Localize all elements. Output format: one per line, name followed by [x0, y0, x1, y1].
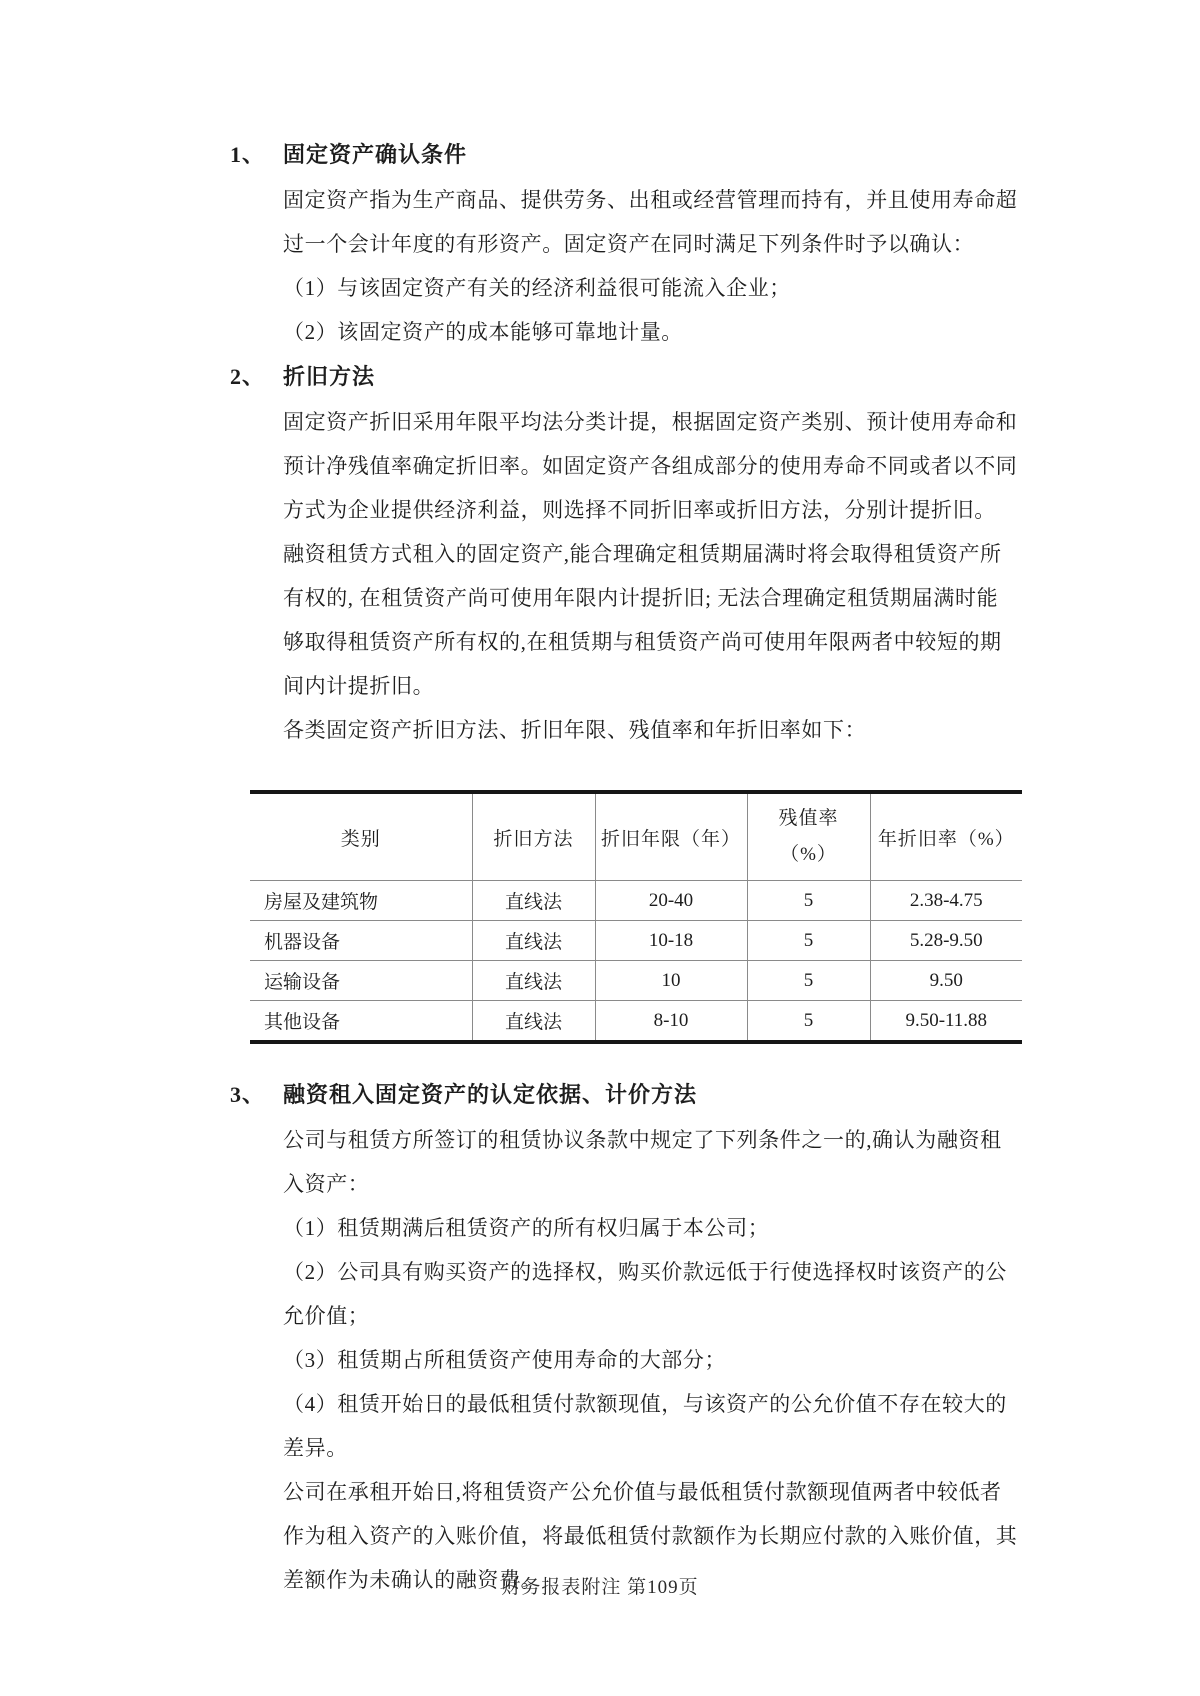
cell-residual: 5	[747, 961, 870, 1001]
section-1-number: 1、	[230, 142, 266, 167]
cell-method: 直线法	[472, 921, 595, 961]
text-line: 作为租入资产的入账价值，将最低租赁付款额作为长期应付款的入账价值，其	[283, 1524, 1018, 1548]
text-line: 过一个会计年度的有形资产。固定资产在同时满足下列条件时予以确认：	[283, 232, 975, 256]
header-category: 类别	[250, 792, 472, 881]
cell-category: 房屋及建筑物	[264, 892, 379, 913]
page-footer: 财务报表附注 第109页	[501, 1577, 699, 1598]
cell-method: 直线法	[472, 961, 595, 1001]
depreciation-table	[250, 790, 1022, 1044]
text-line: 固定资产折旧采用年限平均法分类计提，根据固定资产类别、预计使用寿命和	[283, 410, 1018, 434]
cell-years: 10-18	[595, 921, 747, 961]
section-depreciation-method	[230, 354, 1018, 752]
table-row	[250, 1001, 1022, 1043]
text-line: 差额作为未确认的融资费。	[283, 1568, 543, 1592]
cell-annual-rate: 5.28-9.50	[870, 921, 1022, 961]
cell-years: 10	[595, 961, 747, 1001]
section-2-heading	[230, 354, 1015, 400]
text-line: （2）公司具有购买资产的选择权，购买价款远低于行使选择权时该资产的公	[283, 1260, 1007, 1284]
text-line: （4）租赁开始日的最低租赁付款额现值，与该资产的公允价值不存在较大的	[283, 1392, 1007, 1416]
section-1-title: 固定资产确认条件	[283, 142, 468, 167]
header-residual-rate	[747, 792, 870, 881]
text-line: 够取得租赁资产所有权的,在租赁期与租赁资产尚可使用年限两者中较短的期	[283, 630, 1002, 654]
header-method: 折旧方法	[472, 792, 595, 881]
text-line: 融资租赁方式租入的固定资产,能合理确定租赁期届满时将会取得租赁资产所	[283, 542, 1002, 566]
header-residual-rate-line2: （%）	[780, 844, 837, 865]
cell-years: 8-10	[595, 1001, 747, 1043]
section-fixed-asset-recognition	[230, 132, 1018, 354]
text-line: （1）与该固定资产有关的经济利益很可能流入企业；	[283, 276, 791, 300]
table-row	[250, 881, 1022, 921]
header-annual-rate: 年折旧率（%）	[870, 792, 1022, 881]
section-3-title: 融资租入固定资产的认定依据、计价方法	[283, 1082, 698, 1107]
cell-residual: 5	[747, 921, 870, 961]
text-line: 各类固定资产折旧方法、折旧年限、残值率和年折旧率如下：	[283, 718, 867, 742]
text-line: （3）租赁期占所租赁资产使用寿命的大部分；	[283, 1348, 727, 1372]
text-line: 预计净残值率确定折旧率。如固定资产各组成部分的使用寿命不同或者以不同	[283, 454, 1018, 478]
cell-residual: 5	[747, 881, 870, 921]
text-line: 差异。	[283, 1436, 348, 1460]
text-line: 入资产：	[283, 1172, 370, 1196]
cell-category: 其他设备	[250, 1001, 472, 1043]
section-3-number: 3、	[230, 1082, 266, 1107]
cell-method: 直线法	[472, 881, 595, 921]
cell-category: 机器设备	[250, 921, 472, 961]
cell-category: 运输设备	[250, 961, 472, 1001]
cell-years: 20-40	[595, 881, 747, 921]
section-finance-lease-criteria	[230, 1072, 1018, 1602]
section-2-title: 折旧方法	[283, 364, 376, 389]
cell-annual-rate: 2.38-4.75	[870, 881, 1022, 921]
table-header-row	[250, 792, 1022, 881]
cell-residual: 5	[747, 1001, 870, 1043]
cell-annual-rate: 9.50	[870, 961, 1022, 1001]
cell-annual-rate: 9.50-11.88	[870, 1001, 1022, 1043]
text-line: 间内计提折旧。	[283, 674, 435, 698]
table-row	[250, 921, 1022, 961]
text-line: 公司与租赁方所签订的租赁协议条款中规定了下列条件之一的,确认为融资租	[283, 1128, 1002, 1152]
section-3-heading	[230, 1072, 1015, 1118]
header-years: 折旧年限（年）	[595, 792, 747, 881]
text-line: 公司在承租开始日,将租赁资产公允价值与最低租赁付款额现值两者中较低者	[283, 1480, 1002, 1504]
table-row	[250, 961, 1022, 1001]
section-2-number: 2、	[230, 364, 266, 389]
header-residual-rate-line1: 残值率	[778, 808, 839, 829]
text-line: 允价值；	[283, 1304, 370, 1328]
text-line: 有权的, 在租赁资产尚可使用年限内计提折旧; 无法合理确定租赁期届满时能	[283, 586, 999, 610]
cell-method: 直线法	[472, 1001, 595, 1043]
section-1-heading	[230, 132, 1015, 178]
text-line: 固定资产指为生产商品、提供劳务、出租或经营管理而持有，并且使用寿命超	[283, 188, 1018, 212]
text-line: （2）该固定资产的成本能够可靠地计量。	[283, 320, 683, 344]
text-line: 方式为企业提供经济利益，则选择不同折旧率或折旧方法，分别计提折旧。	[283, 498, 996, 522]
text-line: （1）租赁期满后租赁资产的所有权归属于本公司；	[283, 1216, 770, 1240]
